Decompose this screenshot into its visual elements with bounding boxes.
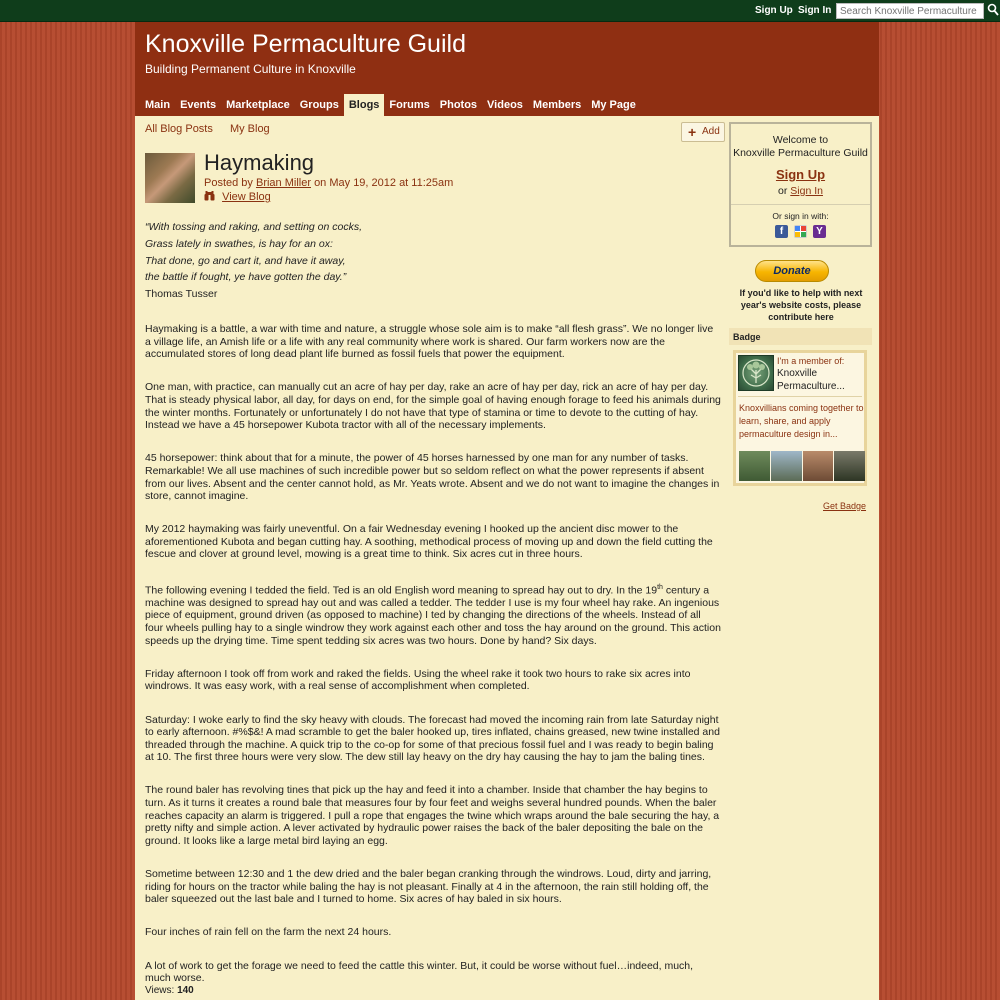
badge-name-line-1: Knoxville (777, 368, 818, 379)
member-photo (771, 451, 802, 481)
member-photo (834, 451, 865, 481)
posted-by-label: Posted by (204, 177, 253, 189)
tab-groups[interactable]: Groups (299, 99, 339, 111)
all-blog-posts-link[interactable]: All Blog Posts (145, 123, 213, 135)
poem-author: Thomas Tusser (145, 288, 218, 301)
member-photo (803, 451, 834, 481)
paragraph: Friday afternoon I took off from work and raked the fields. Using the wheel rake it took two hours to rake six acres into windrows. It was easy work, with a real sense of accomplishment when completed. (145, 667, 691, 693)
paragraph (145, 582, 721, 647)
author-link[interactable]: Brian Miller (255, 177, 311, 189)
tedder-superscript: th (657, 583, 663, 591)
tab-events[interactable]: Events (180, 99, 217, 111)
post-date: on May 19, 2012 at 11:25am (314, 177, 454, 189)
tedder-text-b: century a machine was designed to spread hay out and was called a tedder. The tedder I use is my four wheel hay rake. An ingenious piece of equipment, ground driven (as opposed to machine) I ted by changing the directions of the wheels. Instead of all four wheels pulling hay to a single windrow they work against each other and toss the hay around on the ground. This action speeds up the drying time. Time spent tedding six acres was two hours. Done by hand? Six days. (145, 584, 721, 647)
plus-icon: + (688, 124, 697, 140)
badge-photos (739, 451, 865, 481)
donate-text: If you'd like to help with next year's website costs, please contribute here (739, 288, 863, 322)
paragraph: Sometime between 12:30 and 1 the dew dried and the baler began cranking through the windrows. Loud, dirty and jarring, riding for hours on the tractor while baling the hay is not pleasant. Finally at 4 in the afternoon, the rain still holding off, the baler squeezed out the last bale and I turned to home. Six acres of hay baled in six hours. (145, 868, 712, 906)
guild-logo-icon (738, 355, 774, 391)
paragraph: Haymaking is a battle, a war with time and nature, a struggle whose sole aim is to make “all flesh grass”. We no longer live a village life, an Amish life or a life with any real community where work is shared. Our farm workers now are the accumulated stores of long dead plant life burned as fossil fuels that power the equipment. (145, 322, 714, 361)
badge-header: Badge (729, 328, 872, 345)
page-container (135, 22, 879, 1000)
tab-videos[interactable]: Videos (487, 99, 523, 111)
badge-card[interactable] (733, 350, 867, 486)
tab-photos[interactable]: Photos (439, 99, 478, 111)
paragraph: 45 horsepower: think about that for a minute, the power of 45 horses harnessed by one man for any number of tasks. Remarkable! We all use machines of such incredible power but so seldom reflect on what the power represents if absent from our lives. Absent and the center cannot hold, as Mr. Yeats wrote. Absent and we do not want to imagine the changes in store, cannot imagine. (145, 452, 720, 503)
paragraph: One man, with practice, can manually cut an acre of hay per day, rake an acre of hay per day, rick an acre of hay per day. That is steady physical labor, all day, for days on end, for the simple goal of having enough forage to feed his animals during the winter months. Fortunately or unfortunately I do not have that type of stamina or time to devote to the cutting of hay. Instead we have a 45 horsepower Kubota tractor with all of the necessary implements. (145, 381, 721, 432)
facebook-icon[interactable]: f (775, 225, 788, 238)
badge-member-of: I'm a member of: (777, 356, 845, 366)
badge-name-line-2: Permaculture... (777, 381, 845, 392)
yahoo-icon[interactable]: Y (813, 225, 826, 238)
or-sign-in-with: Or sign in with: (772, 211, 829, 221)
poem-line: Grass lately in swathes, is hay for an ox: (145, 237, 333, 250)
views-label: Views: (145, 985, 175, 996)
welcome-box (729, 122, 872, 247)
post-meta (204, 177, 453, 189)
poem-line: the battle if fought, ye have gotten the day.” (145, 271, 347, 284)
my-blog-link[interactable]: My Blog (229, 123, 270, 135)
or-label: or (778, 185, 788, 197)
sidebar-sign-up-link[interactable]: Sign Up (775, 167, 826, 182)
top-sign-in-link[interactable]: Sign In (798, 5, 832, 16)
masthead (135, 22, 879, 116)
blog-subnav (145, 123, 284, 135)
donate-button[interactable]: Donate (755, 260, 829, 282)
tab-my-page[interactable]: My Page (591, 99, 636, 111)
tedder-text-a: The following evening I tedded the field. Ted is an old English word meaning to spread hay out to dry. In the 19 (145, 584, 658, 597)
or-sign-in-line (731, 185, 870, 197)
post-title: Haymaking (204, 150, 315, 175)
paragraph: My 2012 haymaking was fairly uneventful. On a fair Wednesday evening I hooked up the ancient disc mower to the aforementioned Kubota and began cutting hay. A soothing, methodical process of moving up and down the field cutting the fescue and clover at ground level, mowing is a great time to think. Six acres cut in three hours. (145, 523, 713, 561)
paragraph: A lot of work to get the forage we need to feed the cattle this winter. But, it could be worse without fuel…indeed, much, much worse. (145, 959, 694, 985)
views-value: 140 (177, 985, 194, 996)
google-icon[interactable] (794, 225, 807, 238)
sidebar-sign-in-link[interactable]: Sign In (790, 185, 823, 197)
welcome-line-1: Welcome to (772, 134, 829, 146)
welcome-line-2: Knoxville Permaculture Guild (733, 147, 868, 159)
top-bar (0, 0, 1000, 22)
view-blog (204, 191, 271, 203)
tab-marketplace[interactable]: Marketplace (226, 99, 290, 111)
site-tagline: Building Permanent Culture in Knoxville (145, 62, 356, 76)
search-icon[interactable] (987, 3, 999, 17)
view-blog-link[interactable]: View Blog (222, 191, 271, 203)
tab-blogs[interactable]: Blogs (344, 94, 385, 116)
views-count (145, 985, 194, 996)
poem-line: That done, go and cart it, and have it away, (145, 254, 346, 267)
site-title[interactable]: Knoxville Permaculture Guild (145, 30, 466, 58)
main-nav (140, 94, 641, 116)
top-sign-up-link[interactable]: Sign Up (755, 5, 793, 16)
get-badge-link[interactable]: Get Badge (823, 501, 867, 511)
paragraph: The round baler has revolving tines that pick up the hay and feed it into a chamber. Inside that chamber the hay begins to turn. As it turns it creates a round bale that measures four by four feet and weighs several hundred pounds. When the baler reaches capacity an alarm is triggered. I pull a rope that engages the twine which wraps around the bale securing the hay, a pretty nifty and simple action. A lever activated by hydraulic power raises the back of the baler depositing the bale on the ground. It looks like a large metal bird laying an egg. (145, 784, 720, 847)
search-input[interactable] (836, 3, 984, 19)
tab-main[interactable]: Main (145, 99, 171, 111)
author-avatar[interactable] (145, 153, 195, 203)
paragraph: Four inches of rain fell on the farm the next 24 hours. (145, 926, 392, 939)
post-body (145, 219, 721, 985)
tab-forums[interactable]: Forums (389, 99, 430, 111)
add-button[interactable] (681, 122, 725, 142)
tab-members[interactable]: Members (532, 99, 582, 111)
add-label: Add (702, 126, 720, 137)
badge-description: Knoxvillians coming together to learn, share, and apply permaculture design in... (739, 403, 864, 439)
binoculars-icon (204, 191, 215, 201)
divider (731, 204, 870, 205)
poem-line: “With tossing and raking, and setting on cocks, (145, 221, 363, 233)
divider (738, 396, 862, 397)
paragraph: Saturday: I woke early to find the sky heavy with clouds. The forecast had moved the incoming rain from late Saturday night to early afternoon. #%$&! A mad scramble to get the baler hooked up, tires inflated, chains greased, new twine installed and threaded through the machine. A quick trip to the co-op for some of that precious fossil fuel and I was ready to begin baling at 10. The first three hours were very slow. The dew still lay heavy on the dry hay causing the hay to jam the baling tines. (145, 713, 720, 764)
member-photo (739, 451, 770, 481)
